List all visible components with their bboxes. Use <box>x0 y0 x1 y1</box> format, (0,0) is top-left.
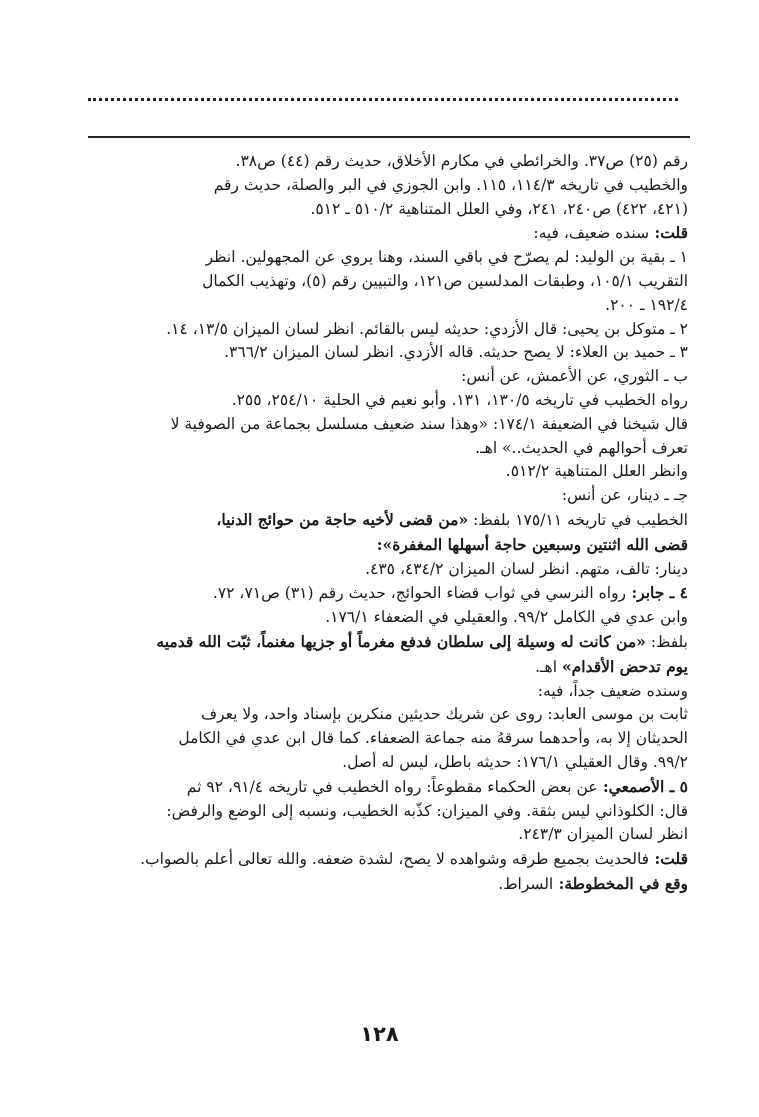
body-text: وانظر العلل المتناهية ٥١٢/٢. <box>505 462 688 481</box>
footnote-line <box>90 389 688 413</box>
footnote-line <box>90 198 688 222</box>
body-text: ١٩٢/٤ ـ ٢٠٠. <box>605 295 688 314</box>
emphasis-text: قلت: <box>649 849 688 869</box>
body-text: الحديثان إلا به، وأحدهما سرقهُ منه جماعة الضعفاء. كما قال ابن عدي في الكامل <box>178 729 688 748</box>
body-text: اهـ. <box>535 657 562 676</box>
footnote-line <box>90 460 688 484</box>
body-text: ب ـ الثوري، عن الأعمش، عن أنس: <box>461 367 688 386</box>
footnote-line <box>90 606 688 630</box>
footnote-line <box>90 174 688 198</box>
body-text: التقريب ١٠٥/١، وطبقات المدلسين ص١٢١، والتبيين رقم (٥)، وتهذيب الكمال <box>202 271 688 290</box>
footnote-line <box>90 270 688 294</box>
footnote-line <box>90 318 688 342</box>
body-text: قال شيخنا في الضعيفة ١٧٤/١: «وهذا سند ضعيف مسلسل بجماعة من الصوفية لا <box>170 414 688 433</box>
footnote-line <box>90 365 688 389</box>
body-text: السراط. <box>498 874 554 893</box>
body-text: ٣ ـ حميد بن العلاء: لا يصح حديثه. قاله الأزدي. انظر لسان الميزان ٣٦٦/٢. <box>224 343 688 362</box>
body-text: ٩٩/٢. وقال العقيلي ١٧٦/١: حديثه باطل، ليس له أصل. <box>342 752 688 771</box>
footnote-line <box>90 823 688 847</box>
footnote-line <box>90 508 688 533</box>
body-text: دينار: تالف، متهم. انظر لسان الميزان ٤٣٤/٢، ٤٣٥. <box>365 559 688 578</box>
footnote-line <box>90 872 688 897</box>
footnote-line <box>90 294 688 318</box>
body-text: وابن عدي في الكامل ٩٩/٢. والعقيلي في الضعفاء ١٧٦/١. <box>325 608 688 627</box>
emphasis-text: وقع في المخطوطة: <box>553 873 688 893</box>
footnote-line <box>90 413 688 437</box>
footnote-line <box>90 630 688 655</box>
emphasis-text: «من قضى لأخيه حاجة من حوائج الدنيا، <box>216 509 469 529</box>
body-text: والخطيب في تاريخه ١١٤/٣، ١١٥. وابن الجوزي في البر والصلة، حديث رقم <box>213 175 688 194</box>
body-text: رقم (٢٥) ص٣٧. والخرائطي في مكارم الأخلاق، حديث رقم (٤٤) ص٣٨. <box>235 152 688 170</box>
body-text: ٢ ـ متوكل بن يحيى: قال الأزدي: حديثه ليس بالقائم. انظر لسان الميزان ١٣/٥، ١٤. <box>166 319 688 338</box>
body-text: تعرف أحوالهم في الحديث..» اهـ. <box>475 438 688 457</box>
page-number: ١٢٨ <box>360 1022 399 1046</box>
emphasis-text: يوم تدحض الأقدام» <box>561 656 688 676</box>
footnote-line <box>90 558 688 582</box>
footnote-line <box>90 727 688 751</box>
body-text: سنده ضعيف، فيه: <box>533 224 650 243</box>
footnote-line <box>90 751 688 775</box>
body-text: بلفظ: <box>645 632 688 651</box>
body-text: فالحديث بجميع طرقه وشواهده لا يصح، لشدة ضعفه. والله تعالى أعلم بالصواب. <box>140 850 650 869</box>
emphasis-text: ٤ ـ جابر: <box>626 583 688 603</box>
body-text: الخطيب في تاريخه ١٧٥/١١ بلفظ: <box>468 510 688 529</box>
footnote-line <box>90 581 688 606</box>
footnote-line <box>90 246 688 270</box>
footnote-line <box>90 533 688 558</box>
body-text: رواه النرسي في ثواب قضاء الحوائج، حديث رقم (٣١) ص٧١، ٧٢. <box>212 584 627 603</box>
footnote-line <box>90 703 688 727</box>
footnote-line <box>90 341 688 365</box>
footnote-line <box>90 484 688 508</box>
footnote-line <box>90 437 688 461</box>
body-text: ١ ـ بقية بن الوليد: لم يصرّح في باقي السند، وهنا يروي عن المجهولين. انظر <box>205 248 688 267</box>
footnote-line <box>90 150 688 174</box>
dotted-separator <box>88 84 678 101</box>
emphasis-text: ٥ ـ الأصمعي: <box>597 776 688 796</box>
body-text: عن بعض الحكماء مقطوعاً: رواه الخطيب في تاريخه ٩١/٤، ٩٢ ثم <box>186 777 598 796</box>
footnote-line <box>90 680 688 704</box>
footnote-line <box>90 221 688 246</box>
footnote-rule <box>88 136 690 138</box>
footnote-line <box>90 655 688 680</box>
body-text: جـ ـ دينار، عن أنس: <box>561 486 688 505</box>
emphasis-text: قضى الله اثنتين وسبعين حاجة أسهلها المغفرة»: <box>376 534 688 554</box>
body-text: ثابت بن موسى العابد: روى عن شريك حديثين منكرين بإسناد واحد، ولا يعرف <box>201 705 688 724</box>
emphasis-text: «من كانت له وسيلة إلى سلطان فدفع مغرماً أو جزيها مغنماً، ثبّت الله قدميه <box>156 631 646 651</box>
footnote-line <box>90 847 688 872</box>
body-text: وسنده ضعيف جداً، فيه: <box>537 681 688 700</box>
footnote-line <box>90 800 688 824</box>
body-text: رواه الخطيب في تاريخه ١٣٠/٥، ١٣١. وأبو نعيم في الحلية ٢٥٤/١٠، ٢٥٥. <box>231 390 688 409</box>
footnote-text <box>90 150 688 897</box>
body-text: (٤٢١، ٤٢٢) ص٢٤٠، ٢٤١، وفي العلل المتناهية ٥١٠/٢ ـ ٥١٢. <box>310 199 688 218</box>
footnote-line <box>90 775 688 800</box>
emphasis-text: قلت: <box>649 223 688 243</box>
body-text: انظر لسان الميزان ٢٤٣/٣. <box>518 825 688 844</box>
body-text: قال: الكلوذاني ليس بثقة. وفي الميزان: كذّبه الخطيب، ونسبه إلى الوضع والرفض: <box>166 801 688 820</box>
